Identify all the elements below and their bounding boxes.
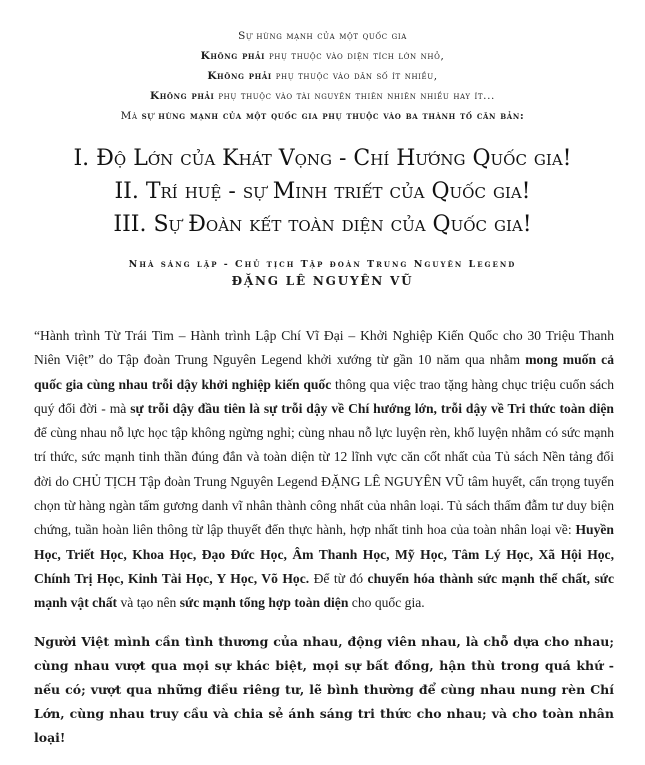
body-bold-1: mong muốn cả quốc gia cùng nhau trỗi dậy khởi nghiệp kiến quốc [34, 352, 614, 392]
intro-line-3-text: phụ thuộc vào dân số ít nhiều, [271, 70, 438, 82]
body-bold-5: sức mạnh tổng hợp toàn diện [179, 595, 349, 611]
headline-3: III. Sự Đoàn kết toàn diện của Quốc gia! [113, 212, 532, 237]
intro-line-2-text: phụ thuộc vào diện tích lớn nhỏ, [265, 50, 445, 62]
closing-paragraph: Người Việt mình cần tình thương của nhau, động viên nhau, là chỗ dựa cho nhau; cùng nhau vượt qua mọi sự khác biệt, mọi sự bất đồng, hận thù trong quá khứ - nếu có; vượt qua những điều riêng tư, lẽ bình thường để cùng nhau nung rèn Chí Lớn, cùng nhau truy cầu và chia sẻ ánh sáng tri thức cho nhau; và cho toàn nhân loại! [34, 634, 614, 745]
intro-line-3-bold: Không phải [207, 70, 272, 82]
body-bold-2: sự trỗi dậy đầu tiên là sự trỗi dậy về Chí hướng lớn, trỗi dậy về Tri thức toàn diện [130, 400, 614, 416]
headline-2: II. Trí huệ - sự Minh triết của Quốc gia! [114, 179, 531, 204]
body-text-6: cho quốc gia. [348, 595, 425, 611]
body-paragraph [34, 324, 614, 616]
intro-line-5-text: Mà [120, 110, 142, 122]
intro-line-5 [0, 106, 645, 126]
body-text-1: “Hành trình Từ Trái Tim – Hành trình Lập Chí Vĩ Đại – Khởi Nghiệp Kiến Quốc cho 30 Triệu Thanh Niên Việt” do Tập đoàn Trung Nguyên Legend khởi xướng từ gần 10 năm qua nhằm [34, 328, 614, 368]
headline-block [0, 142, 645, 241]
body-bold-3: Huyền Học, Triết Học, Khoa Học, Đạo Đức Học, Âm Thanh Học, Mỹ Học, Tâm Lý Học, Xã Hội Học, Chính Trị Học, Kinh Tài Học, Y Học, Võ Học. [34, 522, 614, 586]
body-bold-4: chuyển hóa thành sức mạnh thể chất, sức mạnh vật chất [34, 570, 614, 611]
intro-line-2-bold: Không phải [200, 50, 266, 62]
founder-block [0, 257, 645, 289]
intro-line-4-text: phụ thuộc vào tài nguyên thiên nhiên nhiều hay ít... [214, 90, 495, 102]
body-text-2: thông qua việc trao tặng hàng chục triệu cuốn sách quý đổi đời - mà [34, 376, 614, 416]
intro-line-3 [0, 66, 645, 86]
body-text-5: và tạo nên [117, 595, 180, 611]
intro-line-1: Sự hùng mạnh của một quốc gia [238, 30, 407, 42]
body-text-4: Để từ đó [309, 570, 368, 586]
intro-line-5-bold: sự hùng mạnh của một quốc gia phụ thuộc vào ba thành tố căn bản: [141, 110, 525, 122]
headline-1: I. Độ Lớn của Khát Vọng - Chí Hướng Quốc gia! [73, 146, 572, 171]
intro-line-2 [0, 46, 645, 66]
intro-line-4-bold: Không phải [149, 90, 215, 102]
founder-title: Nhà sáng lập - Chủ tịch Tập đoàn Trung Nguyên Legend [128, 259, 517, 270]
founder-name: ĐẶNG LÊ NGUYÊN VŨ [231, 274, 414, 288]
intro-line-4 [0, 86, 645, 106]
intro-block [0, 26, 645, 126]
body-text-3: để cùng nhau nỗ lực học tập không ngừng nghỉ; cùng nhau nỗ lực luyện rèn, khổ luyện nhằm có sức mạnh trí thức, sức mạnh tinh thần đúng đắn và toàn diện từ 12 lĩnh vực căn cốt nhất của Tủ sách Nền tảng đổi đời do CHỦ TỊCH Tập đoàn Trung Nguyên Legend ĐẶNG LÊ NGUYÊN VŨ tâm huyết, cẩn trọng tuyển chọn từ hàng ngàn tấm gương danh vĩ nhân thành công nhất của nhân loại. Tủ sách thấm đẫm tư duy biện chứng, tuần hoàn liên thông từ lập thuyết đến thực hành, hợp nhất tinh hoa của toàn nhân loại về: [34, 425, 614, 538]
